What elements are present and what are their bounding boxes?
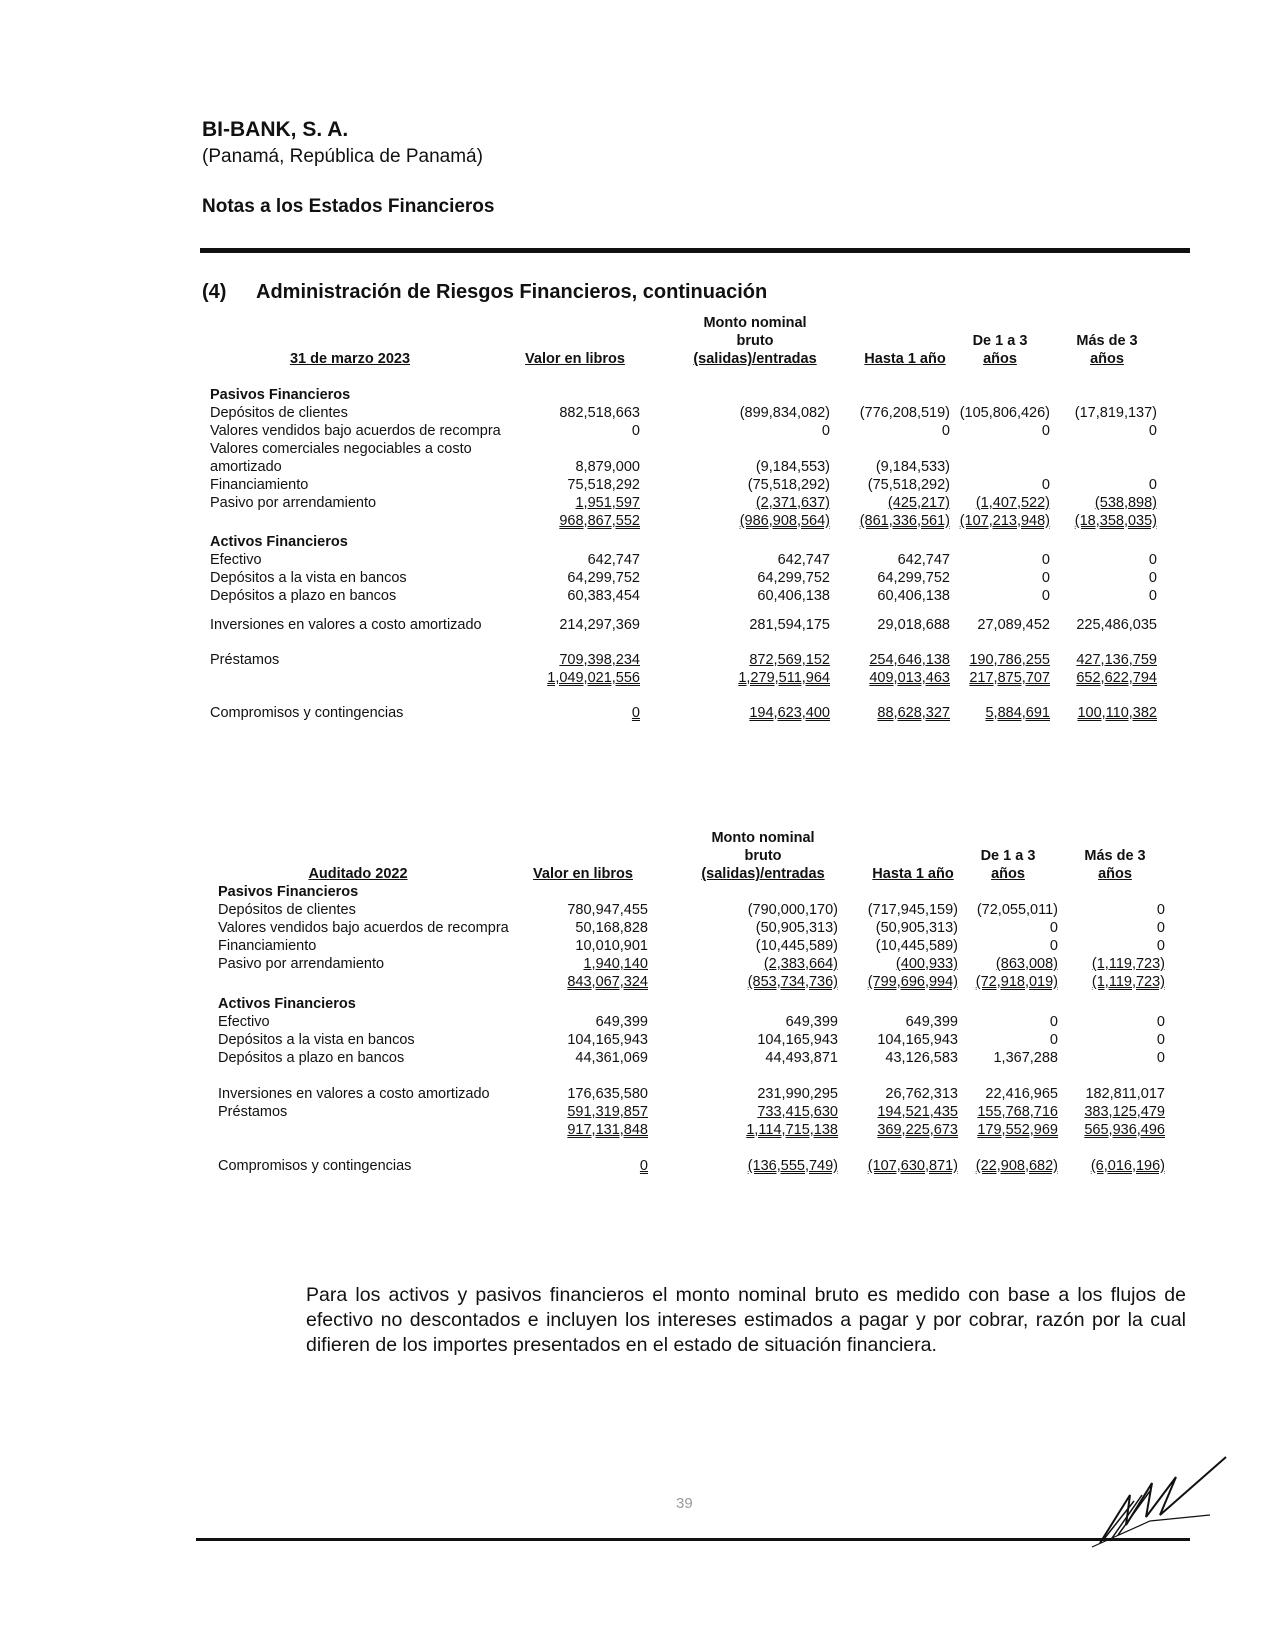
table-row <box>210 422 1170 440</box>
row-value: 182,811,017 <box>1085 1086 1165 1102</box>
table-row <box>218 955 1178 973</box>
row-value: (72,918,019) <box>975 974 1058 990</box>
row-value: (790,000,170) <box>747 902 838 918</box>
row-value: 780,947,455 <box>567 902 648 918</box>
row-value: 0 <box>1156 1032 1165 1048</box>
row-value: (1,119,723) <box>1091 974 1165 990</box>
col-valor-header: Valor en libros <box>525 351 625 367</box>
table-row <box>218 901 1178 919</box>
table-row <box>218 1085 1178 1103</box>
table-row <box>210 569 1170 587</box>
row-label: Efectivo <box>210 552 262 568</box>
row-value: 44,361,069 <box>575 1050 648 1066</box>
row-value: 190,786,255 <box>969 652 1050 668</box>
row-label: Compromisos y contingencias <box>210 705 404 721</box>
row-value: 214,297,369 <box>559 617 640 633</box>
row-label: Depósitos a plazo en bancos <box>218 1050 405 1066</box>
row-label: Financiamiento <box>218 938 317 954</box>
row-value: 649,399 <box>595 1014 648 1030</box>
row-value: 104,165,943 <box>877 1032 958 1048</box>
row-value: 0 <box>1156 1014 1165 1030</box>
header-rule <box>200 248 1190 253</box>
row-label: Pasivo por arrendamiento <box>210 495 377 511</box>
row-value: 43,126,583 <box>885 1050 958 1066</box>
row-label: Depósitos de clientes <box>218 902 356 918</box>
row-label: Depósitos a la vista en bancos <box>210 570 407 586</box>
table-row <box>210 476 1170 494</box>
row-value: 0 <box>821 423 830 439</box>
row-label: Préstamos <box>218 1104 288 1120</box>
row-value: (899,834,082) <box>739 405 830 421</box>
table-row <box>218 1013 1178 1031</box>
table-row <box>218 937 1178 955</box>
row-value: 649,399 <box>785 1014 838 1030</box>
row-value: 369,225,673 <box>877 1122 958 1138</box>
row-value: 843,067,324 <box>567 974 648 990</box>
row-value: 0 <box>1148 552 1157 568</box>
row-value: 409,013,463 <box>869 670 950 686</box>
table-row <box>210 458 1170 476</box>
row-value: 217,875,707 <box>969 670 1050 686</box>
row-value: (18,358,035) <box>1074 513 1157 529</box>
row-value: 427,136,759 <box>1076 652 1157 668</box>
row-value: (853,734,736) <box>747 974 838 990</box>
table-row <box>210 704 1170 722</box>
row-value: 75,518,292 <box>567 477 640 493</box>
row-value: (9,184,553) <box>755 459 830 475</box>
row-value: (17,819,137) <box>1074 405 1157 421</box>
table-row <box>218 919 1178 937</box>
table-row <box>210 551 1170 569</box>
row-value: 565,936,496 <box>1084 1122 1165 1138</box>
company-name: BI-BANK, S. A. <box>202 118 349 141</box>
row-value: (10,445,589) <box>875 938 958 954</box>
row-value: 179,552,969 <box>977 1122 1058 1138</box>
row-value: 194,521,435 <box>877 1104 958 1120</box>
row-label: Inversiones en valores a costo amortizado <box>218 1086 490 1102</box>
row-value: 0 <box>639 1158 648 1174</box>
table-row <box>218 1049 1178 1067</box>
row-value: 1,951,597 <box>575 495 640 511</box>
row-value: 0 <box>1148 570 1157 586</box>
row-value: 281,594,175 <box>749 617 830 633</box>
row-value: 0 <box>941 423 950 439</box>
row-value: (6,016,196) <box>1090 1158 1165 1174</box>
row-value: 50,168,828 <box>575 920 648 936</box>
row-label: Depósitos de clientes <box>210 405 348 421</box>
row-value: 104,165,943 <box>567 1032 648 1048</box>
row-value: (986,908,564) <box>739 513 830 529</box>
liquidity-table-2022 <box>218 830 1173 1223</box>
col-mas3-header-1: Más de 3 <box>1076 333 1138 349</box>
row-value: (136,555,749) <box>747 1158 838 1174</box>
row-label: Pasivo por arrendamiento <box>218 956 385 972</box>
row-value: 8,879,000 <box>575 459 640 475</box>
row-value: 0 <box>1156 902 1165 918</box>
row-value: 0 <box>1148 477 1157 493</box>
row-value: 0 <box>1041 552 1050 568</box>
row-value: 0 <box>631 423 640 439</box>
row-value: (50,905,313) <box>875 920 958 936</box>
row-value: (75,518,292) <box>747 477 830 493</box>
row-label: Compromisos y contingencias <box>218 1158 412 1174</box>
row-value: 64,299,752 <box>877 570 950 586</box>
row-value: (863,008) <box>995 956 1058 972</box>
table-row <box>210 616 1170 634</box>
signature-mark <box>1090 1455 1230 1555</box>
table-row <box>210 587 1170 605</box>
col-monto-header-2: bruto <box>736 333 774 349</box>
row-value: 1,367,288 <box>993 1050 1058 1066</box>
row-value: (861,336,561) <box>859 513 950 529</box>
row-value: (107,630,871) <box>867 1158 958 1174</box>
section-number: (4) <box>202 281 227 303</box>
col-hasta-header: Hasta 1 año <box>872 866 954 882</box>
row-value: 0 <box>1049 1032 1058 1048</box>
table-row <box>218 1157 1178 1175</box>
row-value: 968,867,552 <box>559 513 640 529</box>
table-row <box>210 494 1170 512</box>
row-value: 917,131,848 <box>567 1122 648 1138</box>
row-value: 60,406,138 <box>757 588 830 604</box>
row-value: 0 <box>1148 423 1157 439</box>
row-value: 194,623,400 <box>749 705 830 721</box>
col-de1a3-header-2: años <box>991 866 1025 882</box>
table-row <box>210 404 1170 422</box>
pasivos-title: Pasivos Financieros <box>218 884 359 900</box>
row-value: 0 <box>1156 938 1165 954</box>
col-valor-header: Valor en libros <box>533 866 633 882</box>
row-value: 0 <box>1041 477 1050 493</box>
row-label: Inversiones en valores a costo amortizado <box>210 617 482 633</box>
row-value: (105,806,426) <box>959 405 1050 421</box>
row-value: 176,635,580 <box>567 1086 648 1102</box>
row-value: 0 <box>1049 938 1058 954</box>
row-value: (10,445,589) <box>755 938 838 954</box>
row-label: Financiamiento <box>210 477 309 493</box>
col-de1a3-header-2: años <box>983 351 1017 367</box>
notes-title: Notas a los Estados Financieros <box>202 196 495 217</box>
row-label: Valores vendidos bajo acuerdos de recompra <box>218 920 509 936</box>
row-value: (107,213,948) <box>959 513 1050 529</box>
row-value: 29,018,688 <box>877 617 950 633</box>
company-location: (Panamá, República de Panamá) <box>202 146 483 167</box>
row-value: 642,747 <box>897 552 950 568</box>
row-value: 642,747 <box>587 552 640 568</box>
row-value: (717,945,159) <box>867 902 958 918</box>
period-header: 31 de marzo 2023 <box>289 351 411 367</box>
row-label: Valores comerciales negociables a costo <box>210 441 472 457</box>
row-value: 64,299,752 <box>757 570 830 586</box>
col-mas3-header-2: años <box>1098 866 1132 882</box>
col-monto-header-2: bruto <box>744 848 782 864</box>
row-value: 88,628,327 <box>877 705 950 721</box>
col-hasta-header: Hasta 1 año <box>864 351 946 367</box>
row-value: 882,518,663 <box>559 405 640 421</box>
row-label: Depósitos a plazo en bancos <box>210 588 397 604</box>
row-value: (799,696,994) <box>867 974 958 990</box>
row-value: (9,184,533) <box>875 459 950 475</box>
row-value: 642,747 <box>777 552 830 568</box>
row-value: (2,383,664) <box>763 956 838 972</box>
activos-title: Activos Financieros <box>210 534 348 550</box>
row-value: 27,089,452 <box>977 617 1050 633</box>
col-monto-header-3: (salidas)/entradas <box>701 866 825 882</box>
table-row <box>210 512 1170 530</box>
row-value: 100,110,382 <box>1077 705 1157 721</box>
row-value: (538,898) <box>1094 495 1157 511</box>
row-value: 1,049,021,556 <box>547 670 640 686</box>
row-value: 22,416,965 <box>985 1086 1058 1102</box>
row-value: 231,990,295 <box>757 1086 838 1102</box>
col-mas3-header-2: años <box>1090 351 1124 367</box>
col-mas3-header-1: Más de 3 <box>1084 848 1146 864</box>
row-value: (1,407,522) <box>975 495 1050 511</box>
table-row <box>218 1103 1178 1121</box>
row-value: 0 <box>1041 423 1050 439</box>
col-monto-header-1: Monto nominal <box>703 315 807 331</box>
table-row <box>210 440 1170 458</box>
col-monto-header-3: (salidas)/entradas <box>693 351 817 367</box>
row-value: (2,371,637) <box>755 495 830 511</box>
row-value: 0 <box>1041 588 1050 604</box>
row-value: 0 <box>631 705 640 721</box>
activos-title: Activos Financieros <box>218 996 356 1012</box>
table-row <box>210 669 1170 687</box>
row-value: 225,486,035 <box>1076 617 1157 633</box>
section-heading <box>202 281 767 304</box>
row-value: 64,299,752 <box>567 570 640 586</box>
table-row <box>218 1031 1178 1049</box>
row-value: 591,319,857 <box>567 1104 648 1120</box>
pasivos-title: Pasivos Financieros <box>210 387 351 403</box>
row-value: 0 <box>1156 920 1165 936</box>
row-value: 733,415,630 <box>757 1104 838 1120</box>
row-value: 709,398,234 <box>559 652 640 668</box>
row-value: 652,622,794 <box>1076 670 1157 686</box>
row-value: 254,646,138 <box>869 652 950 668</box>
row-value: 649,399 <box>905 1014 958 1030</box>
row-value: 1,114,715,138 <box>746 1122 838 1138</box>
liquidity-table-2023 <box>210 315 1170 748</box>
footnote-paragraph: Para los activos y pasivos financieros el monto nominal bruto es medido con base a los flujos de efectivo no descontados e incluyen los intereses estimados a pagar y por cobrar, razón por la cual difieren de los importes presentados en el estado de situación financiera. <box>306 1284 1186 1356</box>
row-value: 1,940,140 <box>583 956 648 972</box>
row-value: 0 <box>1049 920 1058 936</box>
row-value: 1,279,511,964 <box>738 670 830 686</box>
row-value: 0 <box>1148 588 1157 604</box>
row-value: (22,908,682) <box>975 1158 1058 1174</box>
row-label: Préstamos <box>210 652 280 668</box>
col-monto-header-1: Monto nominal <box>711 830 815 846</box>
row-value: (776,208,519) <box>859 405 950 421</box>
row-value: 155,768,716 <box>977 1104 1058 1120</box>
table-row <box>210 651 1170 669</box>
row-label: Efectivo <box>218 1014 270 1030</box>
table-row <box>218 973 1178 991</box>
period-header: Auditado 2022 <box>308 866 408 882</box>
col-de1a3-header-1: De 1 a 3 <box>980 848 1036 864</box>
row-value: (72,055,011) <box>976 902 1058 918</box>
row-value: 0 <box>1049 1014 1058 1030</box>
col-de1a3-header-1: De 1 a 3 <box>972 333 1028 349</box>
row-value: 0 <box>1041 570 1050 586</box>
row-label: Valores vendidos bajo acuerdos de recompra <box>210 423 501 439</box>
section-title: Administración de Riesgos Financieros, continuación <box>256 281 768 303</box>
row-value: (425,217) <box>887 495 950 511</box>
row-value: (400,933) <box>895 956 958 972</box>
row-value: 0 <box>1156 1050 1165 1066</box>
row-value: 872,569,152 <box>749 652 830 668</box>
row-value: 60,406,138 <box>877 588 950 604</box>
row-value: (50,905,313) <box>755 920 838 936</box>
row-value: 60,383,454 <box>567 588 640 604</box>
row-value: 383,125,479 <box>1084 1104 1165 1120</box>
row-value: 5,884,691 <box>985 705 1050 721</box>
row-value: 104,165,943 <box>757 1032 838 1048</box>
page-number: 39 <box>676 1495 693 1512</box>
row-value: (1,119,723) <box>1091 956 1165 972</box>
row-value: 26,762,313 <box>885 1086 958 1102</box>
row-value: 44,493,871 <box>765 1050 838 1066</box>
row-label: Depósitos a la vista en bancos <box>218 1032 415 1048</box>
row-value: 10,010,901 <box>575 938 648 954</box>
footer-rule <box>196 1538 1190 1541</box>
table-row <box>218 1121 1178 1139</box>
row-label: amortizado <box>210 459 282 475</box>
row-value: (75,518,292) <box>867 477 950 493</box>
